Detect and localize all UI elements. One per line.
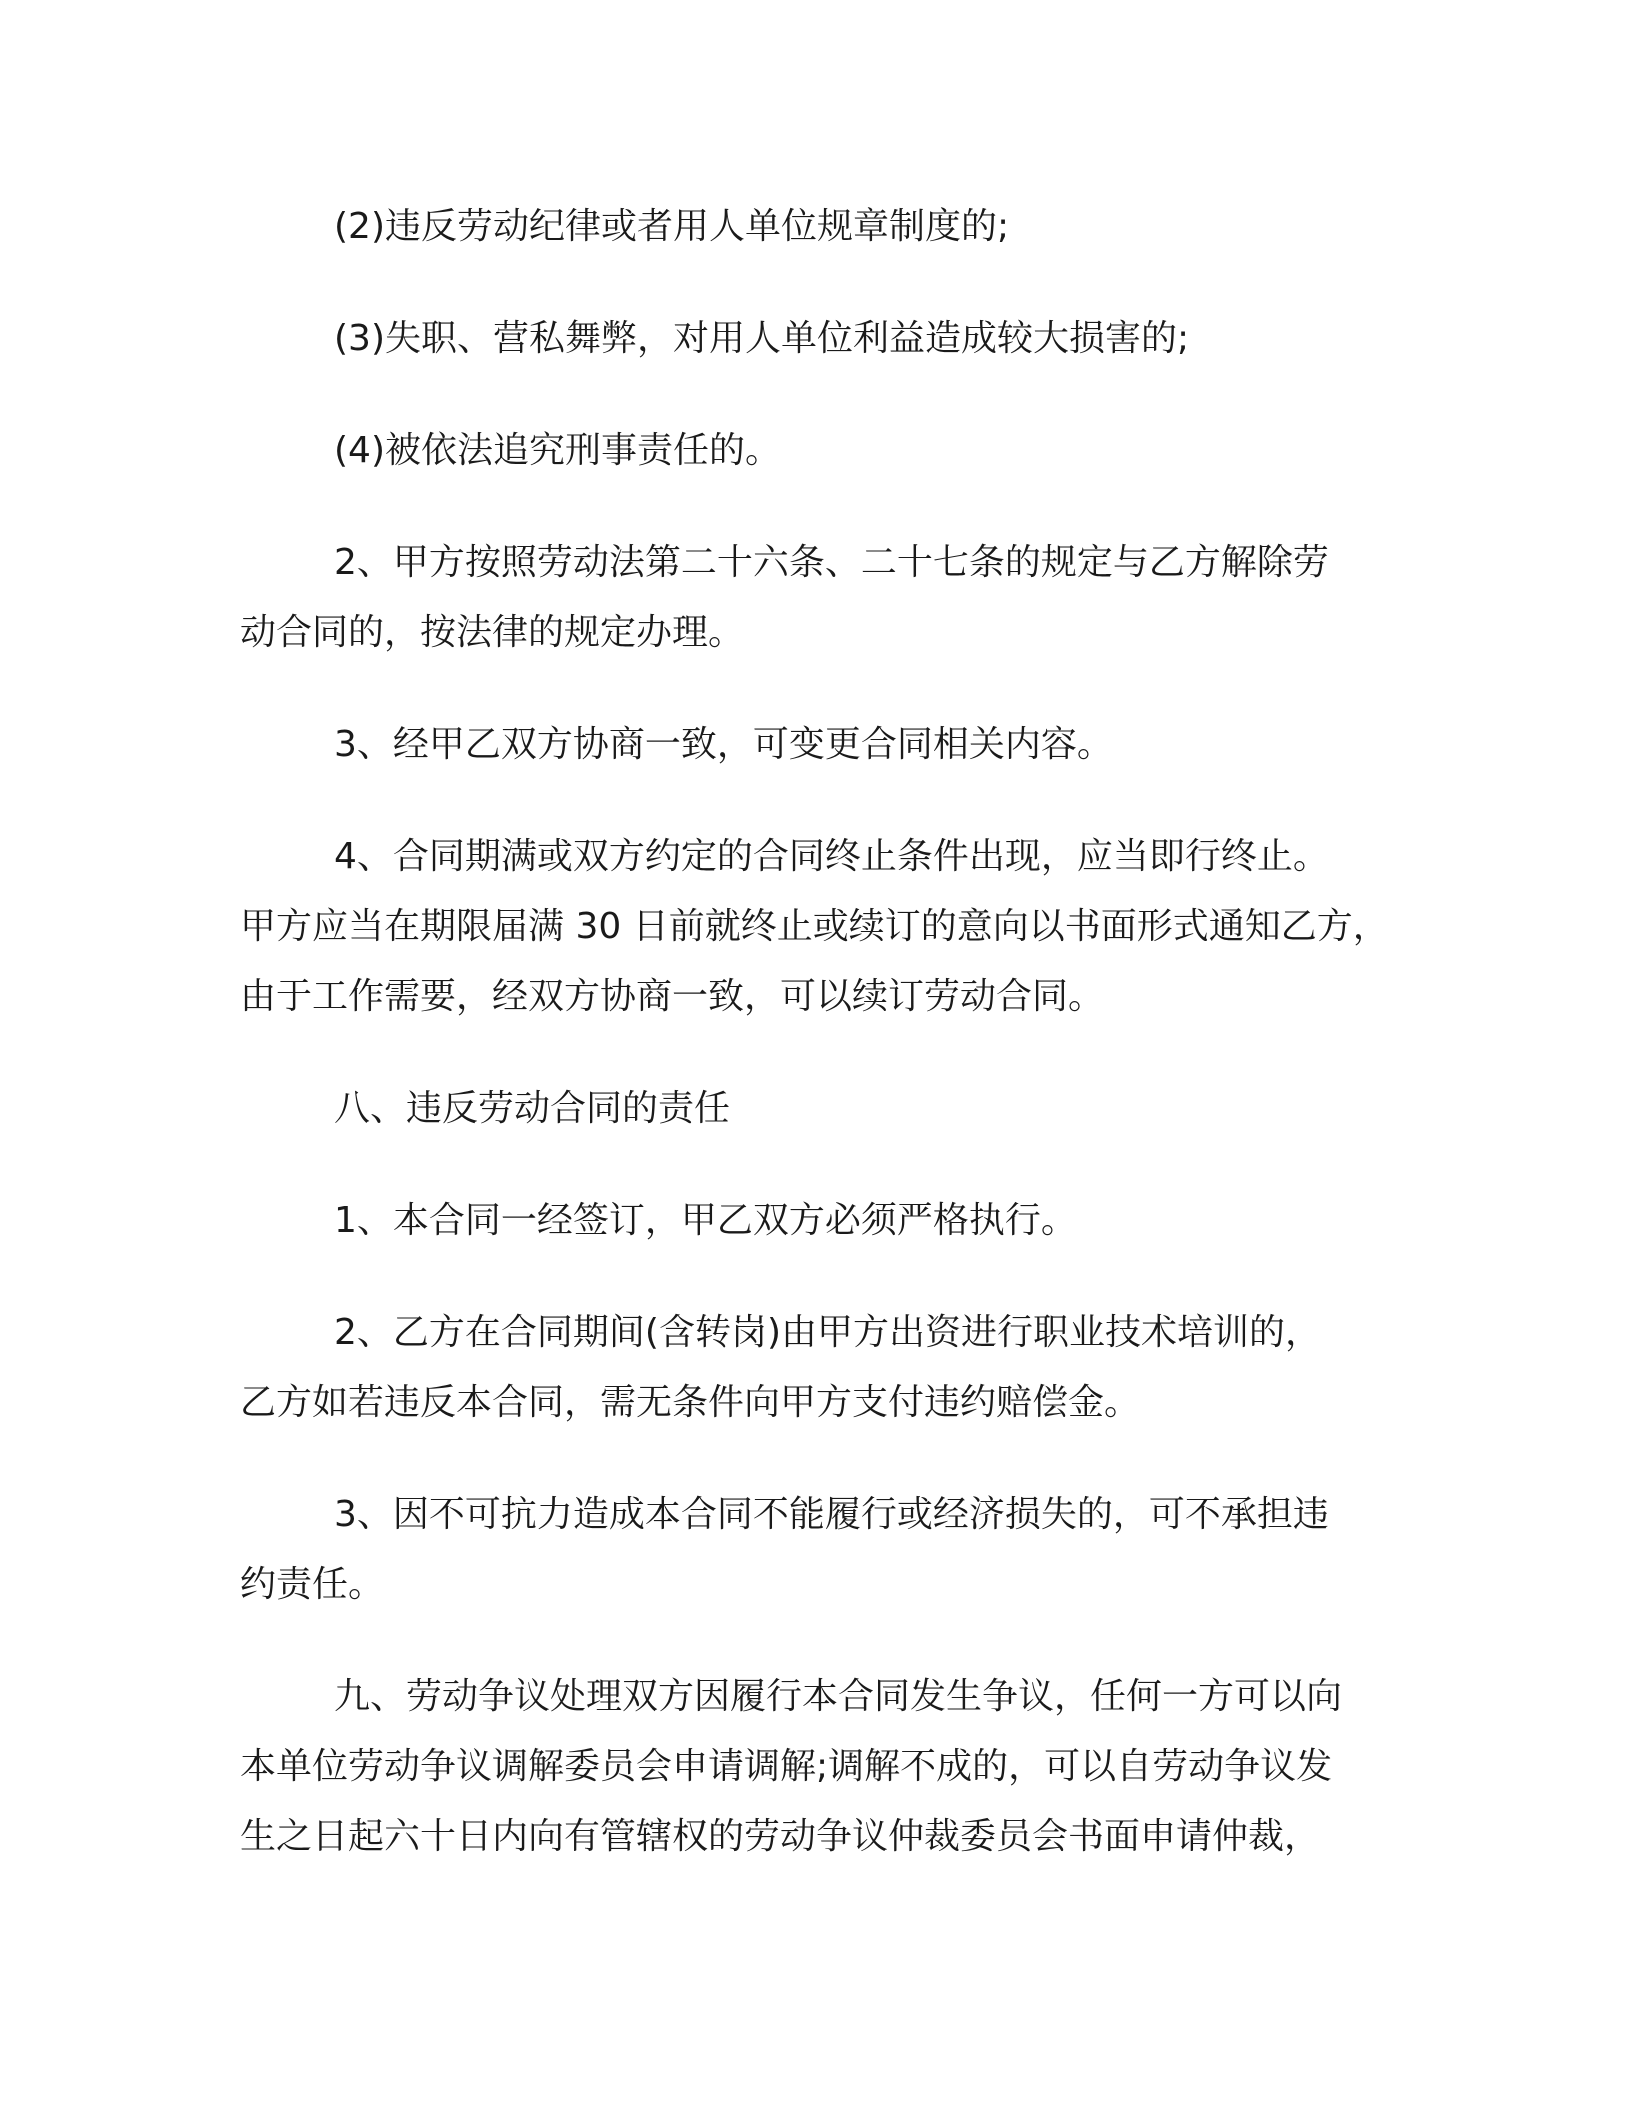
clause-paragraph	[240, 192, 1410, 262]
clause-paragraph	[240, 1186, 1410, 1256]
section-heading	[240, 1074, 1410, 1144]
section-paragraph	[240, 1662, 1410, 1872]
clause-paragraph	[240, 304, 1410, 374]
clause-paragraph	[240, 1298, 1410, 1438]
paragraph-line: (2)违反劳动纪律或者用人单位规章制度的;	[334, 206, 1010, 247]
clause-paragraph	[240, 416, 1410, 486]
section-heading-text: 八、违反劳动合同的责任	[334, 1088, 731, 1129]
clause-paragraph	[240, 822, 1410, 1032]
paragraph-line: 3、因不可抗力造成本合同不能履行或经济损失的，可不承担违	[334, 1494, 1329, 1535]
clause-paragraph	[240, 710, 1410, 780]
paragraph-line: 乙方如若违反本合同，需无条件向甲方支付违约赔偿金。	[240, 1382, 1141, 1423]
paragraph-line: 2、甲方按照劳动法第二十六条、二十七条的规定与乙方解除劳	[334, 542, 1329, 583]
paragraph-line: (3)失职、营私舞弊，对用人单位利益造成较大损害的;	[334, 318, 1190, 359]
paragraph-line: 1、本合同一经签订，甲乙双方必须严格执行。	[334, 1200, 1077, 1241]
document-body	[240, 192, 1410, 1914]
paragraph-line: 约责任。	[240, 1564, 385, 1605]
paragraph-line: 九、劳动争议处理双方因履行本合同发生争议，任何一方可以向	[334, 1676, 1343, 1717]
paragraph-line: 动合同的，按法律的规定办理。	[240, 612, 745, 653]
paragraph-line: 甲方应当在期限届满 30 日前就终止或续订的意向以书面形式通知乙方，	[240, 906, 1389, 947]
paragraph-line: (4)被依法追究刑事责任的。	[334, 430, 781, 471]
clause-paragraph	[240, 528, 1410, 668]
paragraph-line: 2、乙方在合同期间(含转岗)由甲方出资进行职业技术培训的，	[334, 1312, 1321, 1353]
paragraph-line: 生之日起六十日内向有管辖权的劳动争议仲裁委员会书面申请仲裁，	[240, 1816, 1321, 1857]
clause-paragraph	[240, 1480, 1410, 1620]
paragraph-line: 本单位劳动争议调解委员会申请调解;调解不成的，可以自劳动争议发	[240, 1746, 1333, 1787]
paragraph-line: 3、经甲乙双方协商一致，可变更合同相关内容。	[334, 724, 1113, 765]
paragraph-line: 由于工作需要，经双方协商一致，可以续订劳动合同。	[240, 976, 1105, 1017]
paragraph-line: 4、合同期满或双方约定的合同终止条件出现，应当即行终止。	[334, 836, 1329, 877]
